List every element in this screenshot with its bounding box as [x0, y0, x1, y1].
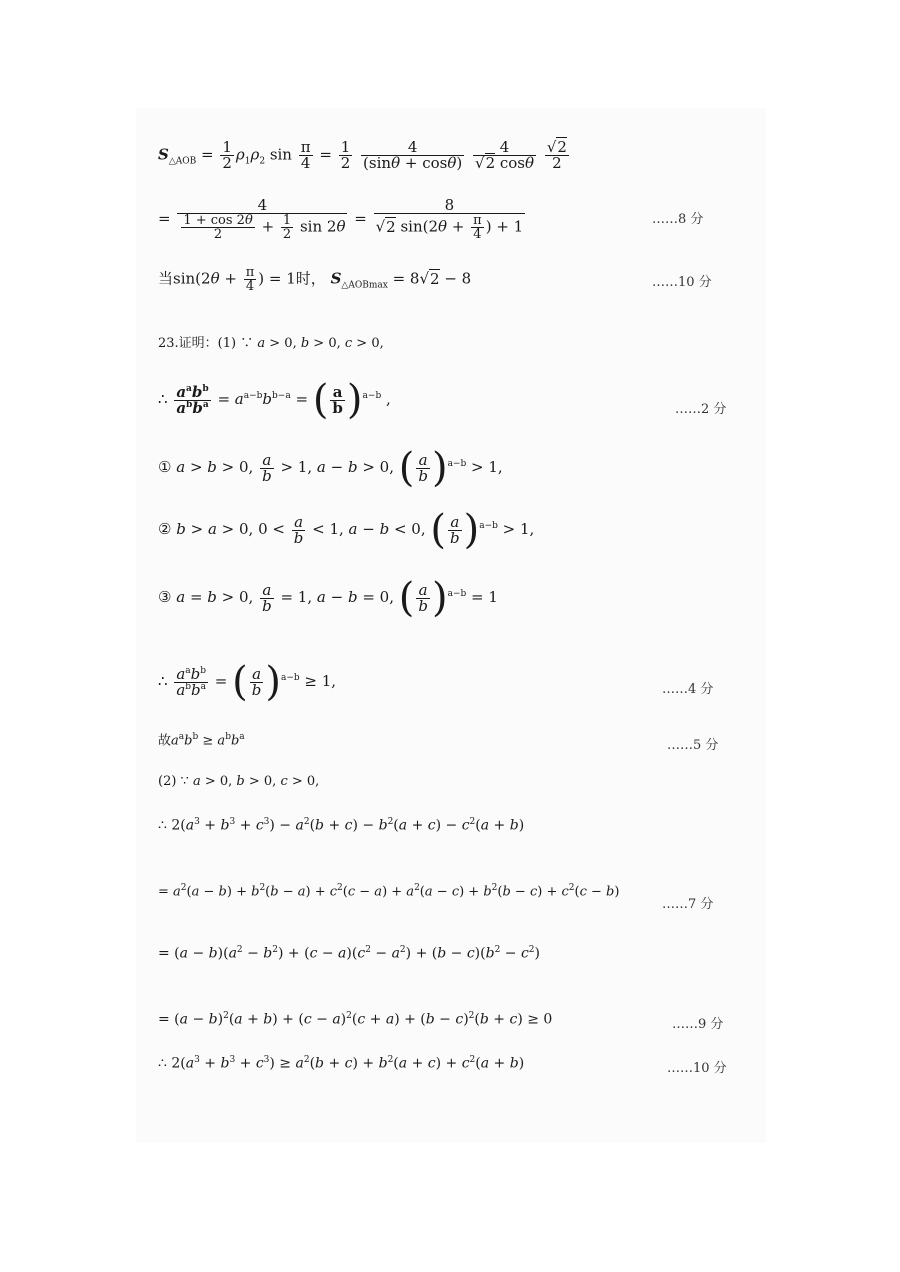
- square-line: = $(a - b)^2(a + b) + (c - a)^2(c + a) + (b - c)^2(b + c) \ge 0$: [158, 1011, 553, 1028]
- when-tail: 时，: [295, 269, 326, 288]
- case-3: ③ a = b > 0, $\frac{a}{b}$ = 1, a − b = 0, ( $\frac{a}{b}$ )$^{a-b}$ = 1: [158, 575, 498, 621]
- case-1: ① a > b > 0, $\frac{a}{b}$ > 1, a − b > 0, ( $\frac{a}{b}$ )$^{a-b}$ > 1,: [158, 445, 503, 491]
- expression-line: ∴ $2(a^3 + b^3 + c^3) - a^2(b + c) - b^2(a + c) - c^2(a + b)$: [158, 817, 525, 834]
- score-10-final: ……10 分: [667, 1061, 727, 1076]
- score-4: ……4 分: [662, 682, 714, 697]
- case-2: ② b > a > 0, 0 < $\frac{a}{b}$ < 1, a − b < 0, ( $\frac{a}{b}$ )$^{a-b}$ > 1,: [158, 507, 535, 553]
- therefore-word: 故: [158, 733, 172, 749]
- score-8: ……8 分: [652, 212, 704, 227]
- problem-heading-text: 23.证明：(1): [158, 336, 241, 351]
- final-conclusion: ∴ $2(a^3 + b^3 + c^3) \ge a^2(b + c) + b^2(a + c) + c^2(a + b)$: [158, 1055, 525, 1072]
- max-area-line: 当sin(2θ + $\frac{\pi}{4}$ ) = 1时， $S_{\triangle AOBmax} = 8√2 - 8$: [158, 265, 472, 294]
- score-9: ……9 分: [672, 1017, 724, 1032]
- conclusion-ratio: ∴ $\frac{a^ab^b}{a^bb^a}$ = ( $\frac{a}{b}$ )$^{a-b}$ ≥ 1,: [158, 659, 337, 705]
- score-5: ……5 分: [667, 738, 719, 753]
- factor-line: = $(a - b)(a^2 - b^2) + (c - a)(c^2 - a^2) + (b - c)(b^2 - c^2)$: [158, 945, 540, 962]
- problem-23-heading: 23.证明：(1) ∵ a > 0, b > 0, c > 0,: [158, 336, 384, 351]
- ratio-line: ∴ $\frac{a^ab^b}{a^bb^a}$ = $a^{a-b}b^{b-a}$ = ( $\frac{a}{b}$ )$^{a-b}$ ,: [158, 377, 391, 423]
- part-2-label: (2): [158, 774, 181, 789]
- conclusion-part-1: 故$a^ab^b \ge a^bb^a$: [158, 732, 245, 749]
- expansion-line: = $a^2(a - b) + b^2(b - a) + c^2(c - a) + a^2(a - c) + b^2(b - c) + c^2(c - b)$: [158, 883, 620, 900]
- score-2: ……2 分: [675, 402, 727, 417]
- scanned-page: [136, 108, 766, 1143]
- area-formula-line-2: = 4 $\frac{1 + \cos 2\theta}{2}$ + $\frac{1}{2}$ sin 2θ = 8 √2 sin(2θ + $\frac{\pi}{4}$ ) + 1: [158, 196, 524, 242]
- when-word: 当: [158, 269, 174, 288]
- score-10: ……10 分: [652, 275, 712, 290]
- part-2-heading: (2) ∵ a > 0, b > 0, c > 0,: [158, 774, 320, 789]
- area-formula-line-1: $S_{\triangle AOB}$ = $\frac{1}{2}$ $\rho_1\rho_2$ sin $\frac{\pi}{4}$ = $\frac{1}{2}$ $\frac{4}{(\sin\theta + \cos\theta)}$ $\frac{4}{√2 \cos\theta}$ $\frac{√2}{2}$: [158, 138, 567, 172]
- score-7: ……7 分: [662, 897, 714, 912]
